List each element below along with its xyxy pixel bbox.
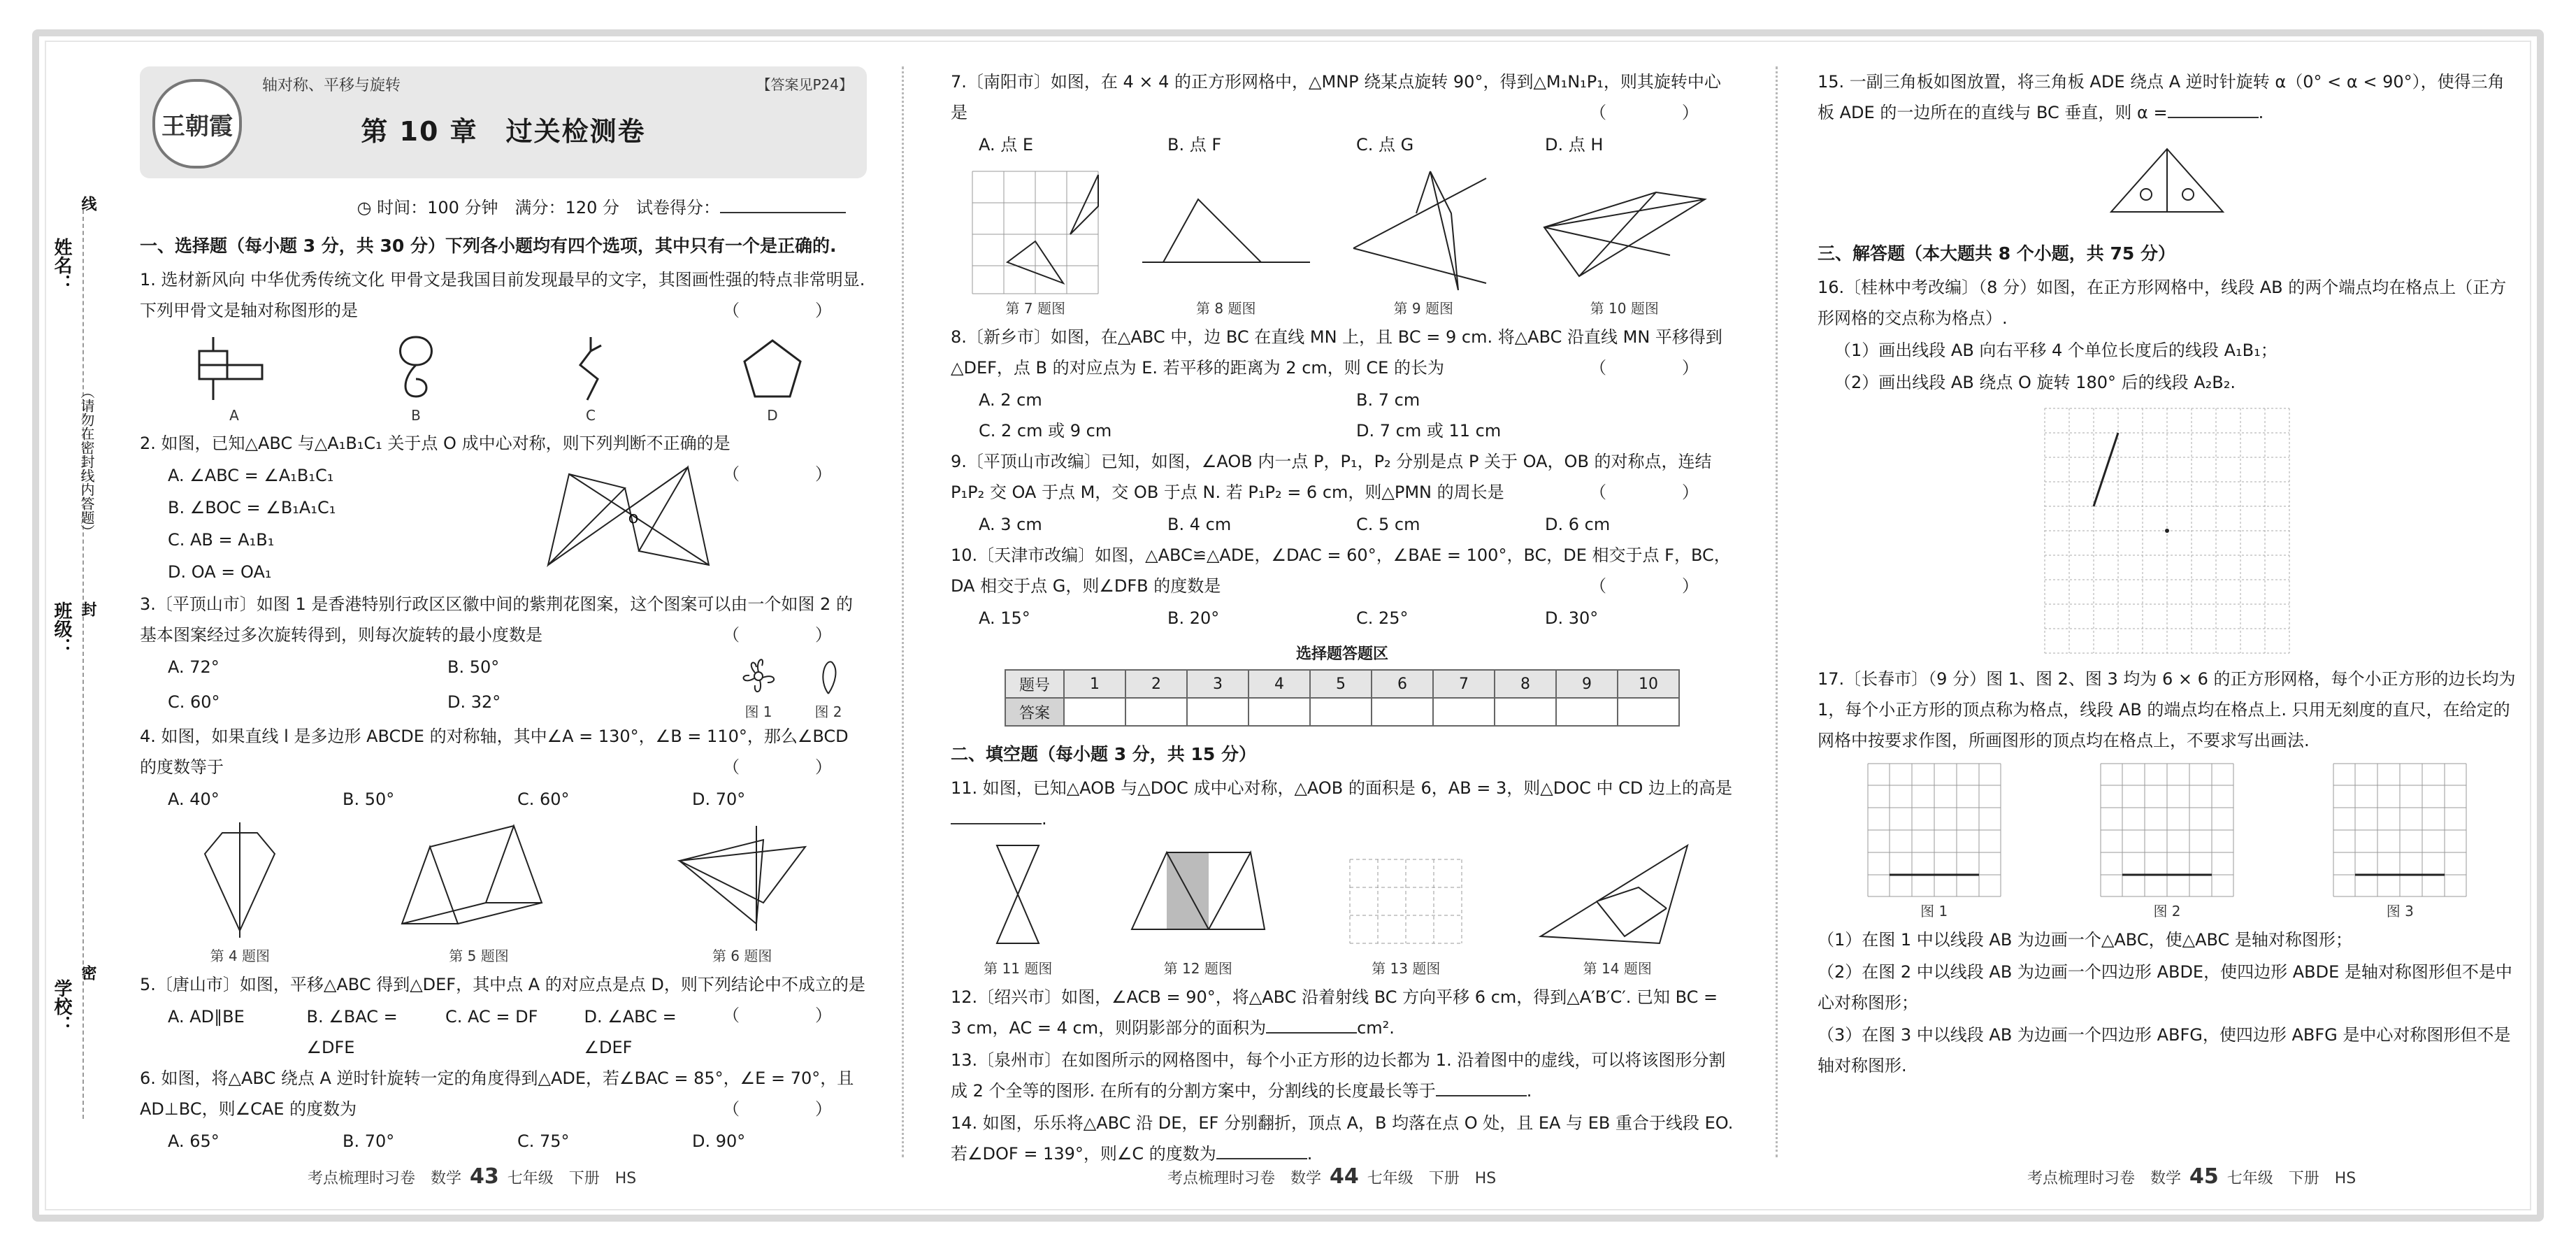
q9-options	[979, 509, 1734, 540]
petal-icon	[811, 652, 846, 701]
figure-q13	[1343, 852, 1469, 978]
question-16: 16.〔桂林中考改编〕（8 分）如图，在正方形网格中，线段 AB 的两个端点均在格点上（正方形网格的交点称为格点）.	[1818, 278, 2507, 328]
option-b[interactable]: B. 50°	[447, 657, 500, 677]
answer-cell[interactable]	[1187, 698, 1249, 726]
chapter-title: 第 10 章 过关检测卷	[361, 116, 646, 147]
option-c[interactable]: C. 60°	[168, 692, 220, 712]
option-d[interactable]: D. 7 cm 或 11 cm	[1356, 421, 1502, 441]
shaded-translation-diagram	[1118, 838, 1279, 957]
table-head-label: 题号	[1005, 670, 1064, 698]
question-10	[951, 540, 1734, 601]
option-b[interactable]: B. 4 cm	[1167, 515, 1232, 534]
answer-cell[interactable]	[1372, 698, 1433, 726]
question-text: 10.〔天津市改编〕如图，△ABC≌△ADE，∠DAC = 60°，∠BAE = 100°，BC，DE 相交于点 F，BC，DA 相交于点 G，则∠DFB 的度数是	[951, 545, 1731, 596]
q4-options	[168, 784, 867, 815]
answer-table	[1005, 669, 1680, 727]
q2-options	[140, 460, 527, 589]
figure-caption: 图 3	[2386, 903, 2414, 920]
clock-icon: ◷	[357, 198, 377, 217]
chapter-subtitle: 轴对称、平移与旋转	[262, 77, 401, 94]
answer-blank[interactable]	[2168, 117, 2259, 118]
answer-blank[interactable]	[1436, 1095, 1527, 1096]
option-b[interactable]: B. 70°	[343, 1131, 395, 1151]
unit-text: cm².	[1357, 1018, 1395, 1038]
page-number: 43	[470, 1164, 499, 1189]
question-text: 7.〔南阳市〕如图，在 4 × 4 的正方形网格中，△MNP 绕某点旋转 90°，得到△M₁N₁P₁，则其旋转中心是	[951, 72, 1721, 122]
figure-c	[556, 330, 626, 424]
question-3	[140, 589, 867, 650]
question-text: 15. 一副三角板如图放置，将三角板 ADE 绕点 A 逆时针旋转 α（0° < α < 90°），使得三角板 ADE 的一边所在的直线与 BC 垂直，则 α =	[1818, 72, 2505, 122]
translation-diagram	[388, 819, 570, 945]
q17-grids	[1818, 760, 2517, 920]
footer-suffix: 七年级 下册 HS	[1367, 1170, 1497, 1187]
option-a[interactable]: A. 65°	[168, 1131, 220, 1151]
seal-note: （请勿在密封线内答题）	[78, 385, 95, 538]
answer-table-title: 选择题答题区	[1295, 645, 1388, 663]
question-14: 14. 如图，乐乐将△ABC 沿 DE，EF 分别翻折，顶点 A，B 均落在点 O 处，且 EA 与 EB 重合于线段 EO. 若∠DOF = 139°，则∠C 的度数为 .	[951, 1113, 1734, 1164]
question-17: 17.〔长春市〕（9 分）图 1、图 2、图 3 均为 6 × 6 的正方形网格，每个小正方形的边长均为 1，每个小正方形的顶点称为格点，线段 AB 的端点均在格点上. 只用无刻度的直尺，在给定的网格中按要求作图，所画图形的顶点均在格点上，不要求写出画法.	[1818, 669, 2516, 750]
figure-q8	[1135, 164, 1317, 317]
bauhinia-figure-1	[727, 652, 790, 721]
name-label: 姓名：	[51, 238, 72, 292]
answer-paren[interactable]: （ ）	[723, 301, 846, 320]
rotation-diagram	[665, 819, 819, 945]
figure-q9	[1346, 164, 1500, 317]
question-text: 2. 如图，已知△ABC 与△A₁B₁C₁ 关于点 O 成中心对称，则下列判断不正确的是	[140, 434, 731, 453]
answer-reference: 【答案见P24】	[756, 76, 853, 93]
bauhinia-icon	[727, 652, 790, 701]
question-11: 11. 如图，已知△AOB 与△DOC 成中心对称，△AOB 的面积是 6，AB = 3，则△DOC 中 CD 边上的高是.	[951, 778, 1733, 829]
grid-figure-2	[2097, 760, 2237, 920]
q4-6-figures	[140, 819, 867, 965]
option-a[interactable]: A. 3 cm	[979, 515, 1042, 534]
footer-suffix: 七年级 下册 HS	[507, 1170, 637, 1187]
q17-grid-3[interactable]	[2330, 760, 2470, 900]
grid-rotation-diagram	[965, 164, 1105, 297]
option-c[interactable]: C. 点 G	[1356, 135, 1414, 155]
answer-paren[interactable]: （ ）	[1590, 358, 1713, 378]
question-text: 4. 如图，如果直线 l 是多边形 ABCDE 的对称轴，其中∠A = 130°，∠B = 110°，那么∠BCD 的度数等于	[140, 727, 849, 777]
question-text: 9.〔平顶山市改编〕已知，如图，∠AOB 内一点 P，P₁，P₂ 分别是点 P 关于 OA，OB 的对称点，连结 P₁P₂ 交 OA 于点 M，交 OB 于点 N. 若 P₁P₂ = 6 cm，则△PMN 的周长是	[951, 452, 1712, 502]
q11-14-figures	[951, 838, 1734, 978]
option-c[interactable]: C. 75°	[517, 1131, 570, 1151]
table-num: 8	[1495, 670, 1556, 698]
option-a[interactable]: A. 点 E	[979, 135, 1034, 155]
question-7	[951, 66, 1734, 128]
question-text: 14. 如图，乐乐将△ABC 沿 DE，EF 分别翻折，顶点 A，B 均落在点 O 处，且 EA 与 EB 重合于线段 EO. 若∠DOF = 139°，则∠C 的度数为	[951, 1113, 1734, 1164]
answer-cell[interactable]	[1618, 698, 1679, 726]
hourglass-diagram	[983, 838, 1053, 957]
answer-paren[interactable]: （ ）	[723, 464, 846, 484]
option-label: A	[229, 407, 239, 424]
dashed-grid-diagram	[1343, 852, 1469, 957]
option-c[interactable]: C. 2 cm 或 9 cm	[979, 421, 1112, 441]
answer-cell[interactable]	[1125, 698, 1187, 726]
score-blank[interactable]	[720, 212, 846, 213]
line-char: 线	[79, 196, 96, 211]
figure-caption: 图 2	[814, 703, 842, 720]
figure-caption: 图 1	[744, 703, 772, 720]
option-label: D	[767, 407, 778, 424]
option-d[interactable]: D. 32°	[447, 692, 501, 712]
column-divider	[902, 66, 904, 1157]
question-text: 13.〔泉州市〕在如图所示的网格图中，每个小正方形的边长都为 1. 沿着图中的虚线，可以将该图形分割成 2 个全等的图形. 在所有的分割方案中，分割线的长度最长等于	[951, 1050, 1726, 1101]
table-num: 3	[1187, 670, 1249, 698]
option-a[interactable]: A. AD∥BE	[168, 1007, 245, 1027]
page-number: 45	[2189, 1164, 2219, 1189]
oracle-glyph-d	[731, 330, 814, 407]
seal-line	[82, 210, 84, 1119]
answer-cell[interactable]	[1433, 698, 1495, 726]
page-45	[1818, 66, 2517, 1082]
table-num: 10	[1618, 670, 1679, 698]
question-17-part-2: （2）在图 2 中以线段 AB 为边画一个四边形 ABDE，使四边形 ABDE 是轴对称图形但不是中心对称图形；	[1818, 962, 2512, 1013]
option-b[interactable]: B. 7 cm	[1356, 390, 1420, 410]
congruent-triangles-diagram	[1530, 164, 1719, 297]
translation-line-diagram	[1135, 164, 1317, 297]
page-number: 44	[1330, 1164, 1359, 1189]
page-43	[140, 66, 867, 1157]
question-text: 11. 如图，已知△AOB 与△DOC 成中心对称，△AOB 的面积是 6，AB = 3，则△DOC 中 CD 边上的高是	[951, 778, 1733, 798]
question-text: 3.〔平顶山市〕如图 1 是香港特别行政区区徽中间的紫荆花图案，这个图案可以由一个如图 2 的基本图案经过多次旋转得到，则每次旋转的最小度数是	[140, 594, 853, 645]
table-num: 7	[1433, 670, 1495, 698]
option-c[interactable]: C. 25°	[1356, 608, 1409, 628]
figure-q7	[965, 164, 1105, 317]
option-d[interactable]: D. ∠ABC = ∠DEF	[584, 1007, 677, 1057]
option-c[interactable]: C. 60°	[517, 789, 570, 809]
table-answer-row	[1005, 698, 1679, 726]
answer-paren[interactable]: （ ）	[723, 1006, 846, 1025]
logo-text: 王朝霞	[161, 112, 233, 141]
answer-blank[interactable]	[1266, 1032, 1357, 1034]
footer-page-43	[308, 1164, 636, 1189]
question-9	[951, 446, 1734, 508]
figure-q5	[388, 819, 570, 965]
option-a[interactable]: A. ∠ABC = ∠A₁B₁C₁	[168, 466, 334, 485]
q2-body	[140, 460, 723, 589]
question-17-part-3: （3）在图 3 中以线段 AB 为边画一个四边形 ABFG，使四边形 ABFG 是中心对称图形但不是轴对称图形.	[1818, 1025, 2511, 1075]
figure-caption: 第 12 题图	[1163, 960, 1232, 977]
section-title: 二、填空题（每小题 3 分，共 15 分）	[951, 744, 1257, 764]
option-label: B	[411, 407, 421, 424]
option-a[interactable]: A. 15°	[979, 608, 1030, 628]
q2-diagram	[527, 460, 723, 579]
figure-caption: 第 13 题图	[1372, 960, 1441, 977]
section-title: 一、选择题（每小题 3 分，共 30 分）下列各小题均有四个选项，其中只有一个是正确的.	[140, 236, 837, 256]
option-label: C	[586, 407, 596, 424]
option-c[interactable]: C. AB = A₁B₁	[168, 530, 275, 550]
question-text: 12.〔绍兴市〕如图，∠ACB = 90°，将△ABC 沿着射线 BC 方向平移 6 cm，得到△A′B′C′. 已知 BC = 3 cm，AC = 4 cm，则阴影部分的面积为	[951, 987, 1718, 1038]
oracle-glyph-a	[192, 330, 276, 407]
exam-meta-text: 时间：100 分钟 满分：120 分 试卷得分：	[377, 198, 720, 217]
footer-page-45	[2027, 1164, 2356, 1189]
figure-caption: 图 1	[1920, 903, 1948, 920]
footer-text: 考点梳理时习卷 数学	[2027, 1170, 2182, 1187]
figure-caption: 第 4 题图	[210, 948, 271, 964]
figure-d	[731, 330, 814, 424]
option-b[interactable]: B. 20°	[1167, 608, 1220, 628]
option-b[interactable]: B. 点 F	[1167, 135, 1222, 155]
q3-body	[140, 652, 867, 721]
figure-caption: 第 8 题图	[1196, 300, 1256, 317]
table-ans-label: 答案	[1005, 698, 1064, 726]
chapter-header	[140, 66, 867, 178]
set-squares-diagram	[2097, 135, 2237, 226]
question-13: 13.〔泉州市〕在如图所示的网格图中，每个小正方形的边长都为 1. 沿着图中的虚线，可以将该图形分割成 2 个全等的图形. 在所有的分割方案中，分割线的长度最长等于 .	[951, 1050, 1726, 1101]
table-num: 6	[1372, 670, 1433, 698]
option-d[interactable]: D. 点 H	[1545, 135, 1604, 155]
secret-char: 密	[79, 965, 96, 980]
option-c[interactable]: C. AC = DF	[445, 1007, 538, 1027]
option-d[interactable]: D. 30°	[1545, 608, 1599, 628]
q7-options	[979, 129, 1734, 160]
question-text: 6. 如图，将△ABC 绕点 A 逆时针旋转一定的角度得到△ADE，若∠BAC = 85°，∠E = 70°，且 AD⊥BC，则∠CAE 的度数为	[140, 1068, 854, 1119]
reflection-angle-diagram	[1346, 164, 1500, 297]
figure-caption: 第 7 题图	[1005, 300, 1065, 317]
figure-caption: 第 6 题图	[712, 948, 772, 964]
table-num: 5	[1310, 670, 1372, 698]
bauhinia-figure-2	[811, 652, 846, 721]
q17-grid-1[interactable]	[1864, 760, 2004, 900]
grid-figure-3	[2330, 760, 2470, 920]
grid-figure-1	[1864, 760, 2004, 920]
answer-blank[interactable]	[951, 823, 1042, 824]
question-text: 5.〔唐山市〕如图，平移△ABC 得到△DEF，其中点 A 的对应点是点 D，则下列结论中不成立的是	[140, 975, 865, 994]
option-b[interactable]: B. ∠BOC = ∠B₁A₁C₁	[168, 498, 336, 517]
table-header-row	[1005, 670, 1679, 698]
question-17-part-1: （1）在图 1 中以线段 AB 为边画一个△ABC，使△ABC 是轴对称图形；	[1818, 930, 2352, 950]
class-label: 班级：	[51, 601, 72, 656]
option-a[interactable]: A. 2 cm	[979, 390, 1042, 410]
answer-blank[interactable]	[1216, 1158, 1307, 1159]
answer-paren[interactable]: （ ）	[1590, 103, 1713, 122]
question-12	[951, 982, 1734, 1043]
option-d[interactable]: D. 70°	[692, 789, 746, 809]
figure-caption: 第 11 题图	[984, 960, 1053, 977]
table-num: 4	[1249, 670, 1310, 698]
figure-q6	[665, 819, 819, 965]
figure-caption: 图 2	[2153, 903, 2181, 920]
question-16-part-1: （1）画出线段 AB 向右平移 4 个单位长度后的线段 A₁B₁；	[1834, 341, 2278, 360]
figure-caption: 第 10 题图	[1590, 300, 1659, 317]
question-16-part-2: （2）画出线段 AB 绕点 O 旋转 180° 后的线段 A₂B₂.	[1834, 373, 2236, 392]
option-a[interactable]: A. 72°	[168, 657, 220, 677]
footer-text: 考点梳理时习卷 数学	[1167, 1170, 1322, 1187]
table-num: 9	[1556, 670, 1618, 698]
answer-paren[interactable]: （ ）	[723, 625, 846, 645]
figure-caption: 第 14 题图	[1583, 960, 1652, 977]
answer-cell[interactable]	[1495, 698, 1556, 726]
q16-grid[interactable]	[2041, 405, 2293, 657]
question-text: 8.〔新乡市〕如图，在△ABC 中，边 BC 在直线 MN 上，且 BC = 9 cm. 将△ABC 沿直线 MN 平移得到△DEF，点 B 的对应点为 E. 若平移的距离为 2 cm，则 CE 的长为	[951, 327, 1722, 378]
figure-q11	[983, 838, 1053, 978]
answer-cell[interactable]	[1249, 698, 1310, 726]
option-a[interactable]: A. 40°	[168, 789, 220, 809]
q10-options	[979, 603, 1734, 634]
question-8	[951, 322, 1734, 383]
answer-paren[interactable]: （ ）	[723, 1099, 846, 1119]
figure-caption: 第 9 题图	[1393, 300, 1453, 317]
answer-cell[interactable]	[1556, 698, 1618, 726]
answer-paren[interactable]: （ ）	[1590, 576, 1713, 596]
q1-figures	[140, 330, 867, 424]
q17-grid-2[interactable]	[2097, 760, 2237, 900]
answer-paren[interactable]: （ ）	[723, 757, 846, 777]
seal-char: 封	[79, 601, 96, 617]
option-b[interactable]: B. ∠BAC = ∠DFE	[306, 1007, 398, 1057]
footer-suffix: 七年级 下册 HS	[2226, 1170, 2356, 1187]
question-6	[140, 1063, 867, 1124]
figure-b	[381, 330, 451, 424]
footer-page-44	[1167, 1164, 1496, 1189]
figure-caption: 第 5 题图	[449, 948, 509, 964]
fold-diagram	[1534, 838, 1701, 957]
question-1	[140, 264, 867, 326]
oracle-glyph-c	[556, 330, 626, 407]
option-d[interactable]: D. 6 cm	[1545, 515, 1611, 534]
table-num: 1	[1064, 670, 1125, 698]
page-44	[951, 66, 1734, 1171]
school-label: 学校：	[51, 979, 72, 1034]
figure-q10	[1530, 164, 1719, 317]
answer-cell[interactable]	[1310, 698, 1372, 726]
pentagon-diagram	[187, 819, 292, 945]
option-d[interactable]: D. 90°	[692, 1131, 746, 1151]
section-title: 三、解答题（本大题共 8 个小题，共 75 分）	[1818, 243, 2176, 264]
question-text: 1. 选材新风向 中华优秀传统文化 甲骨文是我国目前发现最早的文字，其图画性强的特点非常明显. 下列甲骨文是轴对称图形的是	[140, 270, 865, 320]
exam-meta	[140, 194, 867, 218]
answer-paren[interactable]: （ ）	[1590, 482, 1713, 502]
answer-cell[interactable]	[1064, 698, 1125, 726]
figure-a	[192, 330, 276, 424]
svg-text:O: O	[628, 512, 639, 527]
question-15: 15. 一副三角板如图放置，将三角板 ADE 绕点 A 逆时针旋转 α（0° < α < 90°），使得三角板 ADE 的一边所在的直线与 BC 垂直，则 α = .	[1818, 72, 2505, 122]
figure-q14	[1534, 838, 1701, 978]
figure-q4	[187, 819, 292, 965]
footer-text: 考点梳理时习卷 数学	[308, 1170, 462, 1187]
option-b[interactable]: B. 50°	[343, 789, 395, 809]
oracle-glyph-b	[381, 330, 451, 407]
column-divider	[1776, 66, 1778, 1157]
binding-margin	[49, 196, 126, 1119]
option-c[interactable]: C. 5 cm	[1356, 515, 1420, 534]
figure-q12	[1118, 838, 1279, 978]
q8-options	[979, 385, 1734, 446]
table-num: 2	[1125, 670, 1187, 698]
option-d[interactable]: D. OA = OA₁	[168, 562, 272, 582]
q5-options	[168, 1001, 723, 1063]
q7-10-figures	[951, 164, 1734, 317]
q6-options	[168, 1126, 867, 1157]
question-4	[140, 721, 867, 782]
q3-options	[168, 652, 727, 721]
